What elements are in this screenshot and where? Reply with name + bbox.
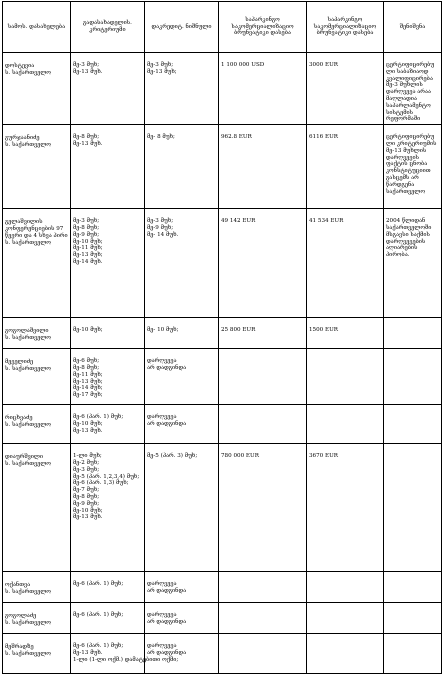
criteria-cell-line: მე-13 მუხ; xyxy=(73,378,103,385)
case-name-cell-line: ს. საქართველო xyxy=(5,650,51,657)
criteria-cell-line: 1-ლი მუხ; xyxy=(73,453,102,460)
criteria-cell xyxy=(71,349,145,405)
credit-cell xyxy=(145,349,219,405)
credit-cell-line: მე-9 მუხ; xyxy=(147,224,174,231)
criteria-cell xyxy=(71,318,145,349)
case-name-cell-line: ს. საქართველო xyxy=(5,421,51,428)
criteria-cell-line: მე-3 მუხ; xyxy=(73,218,100,225)
criteria-cell-line: მე-11 მუხ; xyxy=(73,371,103,378)
credit-cell-line: დარღვევა xyxy=(147,643,177,650)
criteria-cell-line: მე-8 მუხ; xyxy=(73,364,100,371)
credit-cell-line: მე- 10 მუხ; xyxy=(147,327,179,334)
amount-2-cell xyxy=(307,318,384,349)
case-name-cell xyxy=(3,209,71,318)
criteria-cell-line: მე-10 მუხ; xyxy=(73,238,103,245)
credit-cell xyxy=(145,572,219,603)
note-cell-text: ცერტიფიცირებული კრიტერიუმის მე-13 მუხლის დარღვევის ფაქტის ცნობა კონსტიტუციით გასცემს არ წარდგენა საქართველო xyxy=(386,134,437,195)
credit-cell-line: მე-3 მუხ; xyxy=(147,62,174,68)
table-row xyxy=(3,318,442,349)
criteria-cell-line: მე-6 (პარ. 1) მუხ; xyxy=(73,581,124,588)
credit-cell-line: მე-3 მუხ; xyxy=(147,218,174,225)
header-note: შენიშვნა xyxy=(384,2,442,53)
criteria-cell-line: მე-6 მუხ; xyxy=(73,358,100,365)
credit-cell-line: არ დადგინდა xyxy=(147,587,187,594)
credit-cell-line: მე- 8 მუხ; xyxy=(147,134,175,141)
note-cell xyxy=(384,209,442,318)
table-row xyxy=(3,405,442,444)
note-cell xyxy=(384,349,442,405)
criteria-cell-line: მე-13 მუხ. xyxy=(73,514,103,521)
criteria-cell xyxy=(71,572,145,603)
case-name-cell-line: ს. საქართველო xyxy=(5,460,51,467)
case-name-cell xyxy=(3,349,71,405)
case-name-cell xyxy=(3,318,71,349)
criteria-cell-line: მე-6 (პარ. 1) მუხ; xyxy=(73,612,124,619)
credit-cell-line: მე-5 (პარ. 3) მუხ; xyxy=(147,453,198,460)
table-row xyxy=(3,209,442,318)
amount-2-cell xyxy=(307,603,384,634)
credit-cell xyxy=(145,209,219,318)
amount-2-cell xyxy=(307,444,384,572)
credit-cell-line: მე-13 მუხ; xyxy=(147,68,177,75)
criteria-cell-line: მე-9 მუხ; xyxy=(73,500,100,507)
criteria-cell-line: მე-13 მუხ. xyxy=(73,427,103,434)
amount-2-cell xyxy=(307,53,384,125)
note-cell xyxy=(384,603,442,634)
amount-2-cell-text: 41 534 EUR xyxy=(309,218,344,225)
credit-cell xyxy=(145,634,219,674)
case-name-cell-line: ს. საქართველო xyxy=(5,141,51,148)
criteria-cell xyxy=(71,125,145,209)
amount-2-cell-text: 6116 EUR xyxy=(309,134,339,141)
note-cell xyxy=(384,444,442,572)
credit-cell xyxy=(145,444,219,572)
credit-cell-line: არ დადგინდა xyxy=(147,618,187,625)
case-name-cell-line: ს. საქართველო xyxy=(5,334,51,341)
criteria-cell xyxy=(71,53,145,125)
credit-cell-line: დარღვევა xyxy=(147,612,177,619)
header-row xyxy=(3,2,442,53)
header-amount-1: საპარკინგო საკომერციალიზაციო ბრუნვატიკი დასება xyxy=(219,2,307,53)
criteria-cell xyxy=(71,209,145,318)
note-cell-text: ცერტიფიცირებული საბაზიაოდ კვალიფიცირება მე-3 მუხლის დარღვევა არაა მაღლადია საპარლამენტო სისტემის რეფორმაში xyxy=(386,62,435,123)
case-name-cell-line: გურჯაანიძე xyxy=(5,135,40,142)
note-cell xyxy=(384,634,442,674)
amount-2-cell xyxy=(307,209,384,318)
amount-2-cell-text: 3000 EUR xyxy=(309,62,339,68)
criteria-cell-line: მე-10 მუხ; xyxy=(73,420,103,427)
criteria-cell-line: მე-11 მუხ; xyxy=(73,245,103,252)
amount-1-cell-text: 780 000 EUR xyxy=(221,453,259,460)
table-row xyxy=(3,444,442,572)
case-name-cell-line: გოგოლაძე xyxy=(5,613,37,620)
amount-1-cell-text: 1 100 000 USD xyxy=(221,62,265,68)
note-cell xyxy=(384,53,442,125)
case-name-cell xyxy=(3,603,71,634)
table-row xyxy=(3,634,442,674)
credit-cell-line: არ დადგინდა xyxy=(147,649,187,656)
amount-2-cell xyxy=(307,572,384,603)
case-name-cell-line: რიცხვაძე xyxy=(5,415,33,422)
criteria-cell-line: მე-7 მუხ; xyxy=(73,487,100,494)
criteria-cell-line: მე-8 მუხ; xyxy=(73,493,100,500)
header-amount-2: საპარკინგო საკომერციალიზაციო ბრუნვატიკი დასება xyxy=(307,2,384,53)
criteria-cell xyxy=(71,405,145,444)
amount-2-cell-text: 3670 EUR xyxy=(309,453,339,460)
credit-cell xyxy=(145,603,219,634)
credit-cell-line: დარღვევა xyxy=(147,581,177,588)
case-name-cell-line: მეშრადზე xyxy=(5,644,34,651)
header-case-name: სამოს. დასახელება xyxy=(3,2,71,53)
criteria-cell-line: მე-5 (პარ. 1,2,3,4) მუხ; xyxy=(73,473,140,480)
amount-1-cell xyxy=(219,405,307,444)
case-name-cell-line: დოსტევია xyxy=(5,63,35,69)
credit-cell xyxy=(145,405,219,444)
amount-1-cell xyxy=(219,318,307,349)
header-criteria: გადასახადელის. კრიტერიუმი xyxy=(71,2,145,53)
amount-1-cell xyxy=(219,349,307,405)
criteria-cell-line: მე-6 (პარ. 1,3) მუხ; xyxy=(73,480,129,487)
amount-1-cell-text: 25 800 EUR xyxy=(221,327,256,334)
criteria-cell-line: მე-13 მუხ. xyxy=(73,68,103,75)
amount-2-cell xyxy=(307,125,384,209)
criteria-cell-line: 1-ლი (1-ლი ოქმ.) დამატებითი ოქმი; xyxy=(73,656,179,663)
table-row xyxy=(3,572,442,603)
amount-1-cell xyxy=(219,125,307,209)
criteria-cell-line: მე-14 მუხ. xyxy=(73,258,103,265)
amount-1-cell xyxy=(219,444,307,572)
credit-cell-line: მე- 14 მუხ. xyxy=(147,231,179,238)
credit-cell-line: დარღვევა xyxy=(147,414,177,421)
case-name-cell-line: გელაშვილის კონფერენციების 97 წევრი და 4 სხვა პირი xyxy=(5,219,68,239)
credit-cell-line: არ დადგინდა xyxy=(147,364,187,371)
criteria-cell-line: მე-10 მუხ; xyxy=(73,507,103,514)
case-name-cell xyxy=(3,405,71,444)
amount-1-cell xyxy=(219,634,307,674)
note-cell xyxy=(384,318,442,349)
criteria-cell-line: მე-14 მუხ; xyxy=(73,385,103,392)
case-name-cell-line: დიაურშვილი xyxy=(5,454,43,461)
credit-cell-line: არ დადგინდა xyxy=(147,420,187,427)
case-name-cell xyxy=(3,444,71,572)
criteria-cell-line: მე-6 (პარ. 1) მუხ; xyxy=(73,643,124,650)
table-row xyxy=(3,349,442,405)
credit-cell xyxy=(145,125,219,209)
case-name-cell-line: ს. საქართველო xyxy=(5,239,51,246)
amount-1-cell-text: 962.8 EUR xyxy=(221,134,252,141)
criteria-cell-line: მე-13 მუხ; xyxy=(73,252,103,259)
cases-table xyxy=(2,1,442,674)
table-row xyxy=(3,603,442,634)
criteria-cell-line: მე-3 მუხ; xyxy=(73,62,100,68)
criteria-cell-line: მე-10 მუხ; xyxy=(73,327,103,334)
case-name-cell-line: ს. საქართველო xyxy=(5,619,51,626)
case-name-cell-line: ს. საქართველო xyxy=(5,588,51,595)
note-cell xyxy=(384,405,442,444)
note-cell xyxy=(384,125,442,209)
case-name-cell xyxy=(3,572,71,603)
note-cell-text: 2004 წლიდან საქართველოში მსგავსი საქმის დარღვევების აღიარების პირობა. xyxy=(386,218,432,259)
amount-2-cell xyxy=(307,634,384,674)
case-name-cell-line: გოგოლაშვილი xyxy=(5,328,49,335)
credit-cell xyxy=(145,53,219,125)
criteria-cell-line: მე-9 მუხ; xyxy=(73,231,100,238)
case-name-cell-line: მეველიძე xyxy=(5,359,34,366)
amount-2-cell xyxy=(307,405,384,444)
table-row xyxy=(3,53,442,125)
criteria-cell-line: მე-8 მუხ; xyxy=(73,224,100,231)
criteria-cell-line: მე-17 მუხ; xyxy=(73,392,103,399)
criteria-cell-line: მე-13 მუხ. xyxy=(73,140,103,147)
criteria-cell-line: მე-6 (პარ. 1) მუხ; xyxy=(73,414,124,421)
amount-1-cell xyxy=(219,603,307,634)
criteria-cell-line: მე-8 მუხ; xyxy=(73,134,100,141)
amount-1-cell xyxy=(219,53,307,125)
case-name-cell xyxy=(3,53,71,125)
amount-1-cell xyxy=(219,209,307,318)
header-credit: დაკრედიტ. ნიშნული xyxy=(145,2,219,53)
case-name-cell xyxy=(3,634,71,674)
credit-cell xyxy=(145,318,219,349)
amount-1-cell xyxy=(219,572,307,603)
credit-cell-line: დარღვევა xyxy=(147,358,177,365)
case-name-cell-line: ს. საქართველო xyxy=(5,69,51,76)
criteria-cell-line: მე-13 მუხ. xyxy=(73,649,103,656)
amount-2-cell xyxy=(307,349,384,405)
criteria-cell-line: მე-2 მუხ; xyxy=(73,459,100,466)
criteria-cell-line: მე-3 მუხ; xyxy=(73,466,100,473)
amount-1-cell-text: 49 142 EUR xyxy=(221,218,256,225)
note-cell xyxy=(384,572,442,603)
amount-2-cell-text: 1500 EUR xyxy=(309,327,339,334)
table-row xyxy=(3,125,442,209)
case-name-cell-line: ს. საქართველო xyxy=(5,365,51,372)
criteria-cell xyxy=(71,444,145,572)
case-name-cell-line: ოქანთვა xyxy=(5,582,31,589)
case-name-cell xyxy=(3,125,71,209)
criteria-cell xyxy=(71,603,145,634)
